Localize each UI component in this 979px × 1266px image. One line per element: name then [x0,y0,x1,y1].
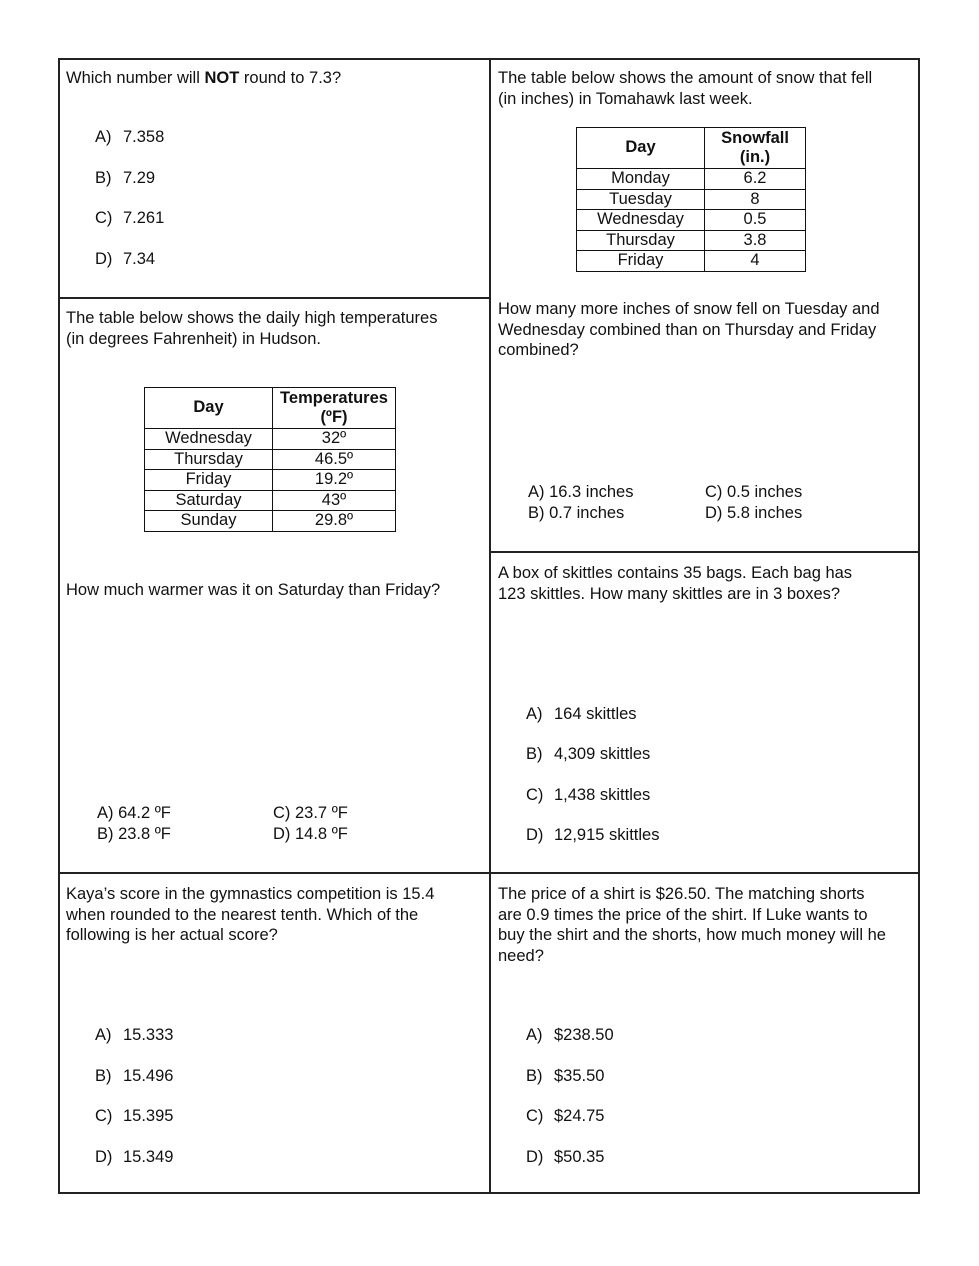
table-row: Sunday 29.8º [145,511,396,532]
table-row: Thursday 3.8 [577,230,806,251]
question-4-prompt: A box of skittles contains 35 bags. Each bag has 123 skittles. How many skittles are in 3 boxes? [498,564,853,603]
answer-choice[interactable]: A) 7.358 [95,128,165,146]
answer-choice[interactable]: D) 14.8 ºF [273,825,348,843]
table-header-row [577,128,806,169]
row-divider-right-1 [490,551,920,553]
table-row: Saturday 43º [145,490,396,511]
answer-choice[interactable]: D) 15.349 [95,1148,174,1166]
answer-choice[interactable]: D) 12,915 skittles [526,826,660,844]
answer-choice[interactable]: A) 16.3 inches [528,483,634,501]
answer-choice[interactable]: A) 15.333 [95,1026,174,1044]
answer-choice[interactable]: B) 4,309 skittles [526,745,651,763]
answer-choice[interactable]: C) 23.7 ºF [273,804,348,822]
answer-choice[interactable]: B) 15.496 [95,1067,174,1085]
answer-choice[interactable]: B) 7.29 [95,169,156,187]
table-row: Friday 4 [577,251,806,272]
table-header-day: Day [145,388,273,429]
table-row: Monday 6.2 [577,169,806,190]
table-header-snowfall: Snowfall (in.) [705,128,806,169]
question-1 [66,68,486,89]
snowfall-table [576,127,806,272]
row-divider-2 [58,872,920,874]
question-3-intro: The table below shows the daily high temperatures (in degrees Fahrenheit) in Hudson. [66,309,438,348]
question-1-prompt: Which number will NOT round to 7.3? [66,69,342,87]
table-row: Wednesday 0.5 [577,210,806,231]
answer-choice[interactable]: C) 15.395 [95,1107,174,1125]
answer-choice[interactable]: A) $238.50 [526,1026,614,1044]
question-2-intro: The table below shows the amount of snow that fell (in inches) in Tomahawk last week. [498,69,873,108]
answer-choice[interactable]: A) 164 skittles [526,705,637,723]
table-row: Friday 19.2º [145,470,396,491]
answer-choice[interactable]: D) 7.34 [95,250,156,268]
column-divider [489,58,491,1194]
question-2-prompt: How many more inches of snow fell on Tuesday and Wednesday combined than on Thursday and Friday combined? [498,300,880,359]
table-row: Thursday 46.5º [145,449,396,470]
question-6-prompt: The price of a shirt is $26.50. The matching shorts are 0.9 times the price of the shirt. If Luke wants to buy the shirt and the shorts, how much money will he need? [498,885,886,965]
table-header-row [145,388,396,429]
temperature-table [144,387,396,532]
answer-choice[interactable]: C) 0.5 inches [705,483,803,501]
answer-choice[interactable]: C) 1,438 skittles [526,786,651,804]
answer-choice[interactable]: C) 7.261 [95,209,165,227]
question-5-prompt: Kaya’s score in the gymnastics competition is 15.4 when rounded to the nearest tenth. Which of the following is her actual score? [66,885,435,944]
answer-choice[interactable]: D) $50.35 [526,1148,605,1166]
question-3-prompt: How much warmer was it on Saturday than Friday? [66,581,441,599]
table-row: Tuesday 8 [577,189,806,210]
answer-choice[interactable]: D) 5.8 inches [705,504,803,522]
row-divider-left-1 [58,297,490,299]
answer-choice[interactable]: B) $35.50 [526,1067,605,1085]
answer-choice[interactable]: C) $24.75 [526,1107,605,1125]
answer-choice[interactable]: A) 64.2 ºF [97,804,171,822]
table-header-day: Day [577,128,705,169]
answer-choice[interactable]: B) 0.7 inches [528,504,625,522]
table-row: Wednesday 32º [145,429,396,450]
answer-choice[interactable]: B) 23.8 ºF [97,825,171,843]
table-header-temperatures: Temperatures (ºF) [273,388,396,429]
